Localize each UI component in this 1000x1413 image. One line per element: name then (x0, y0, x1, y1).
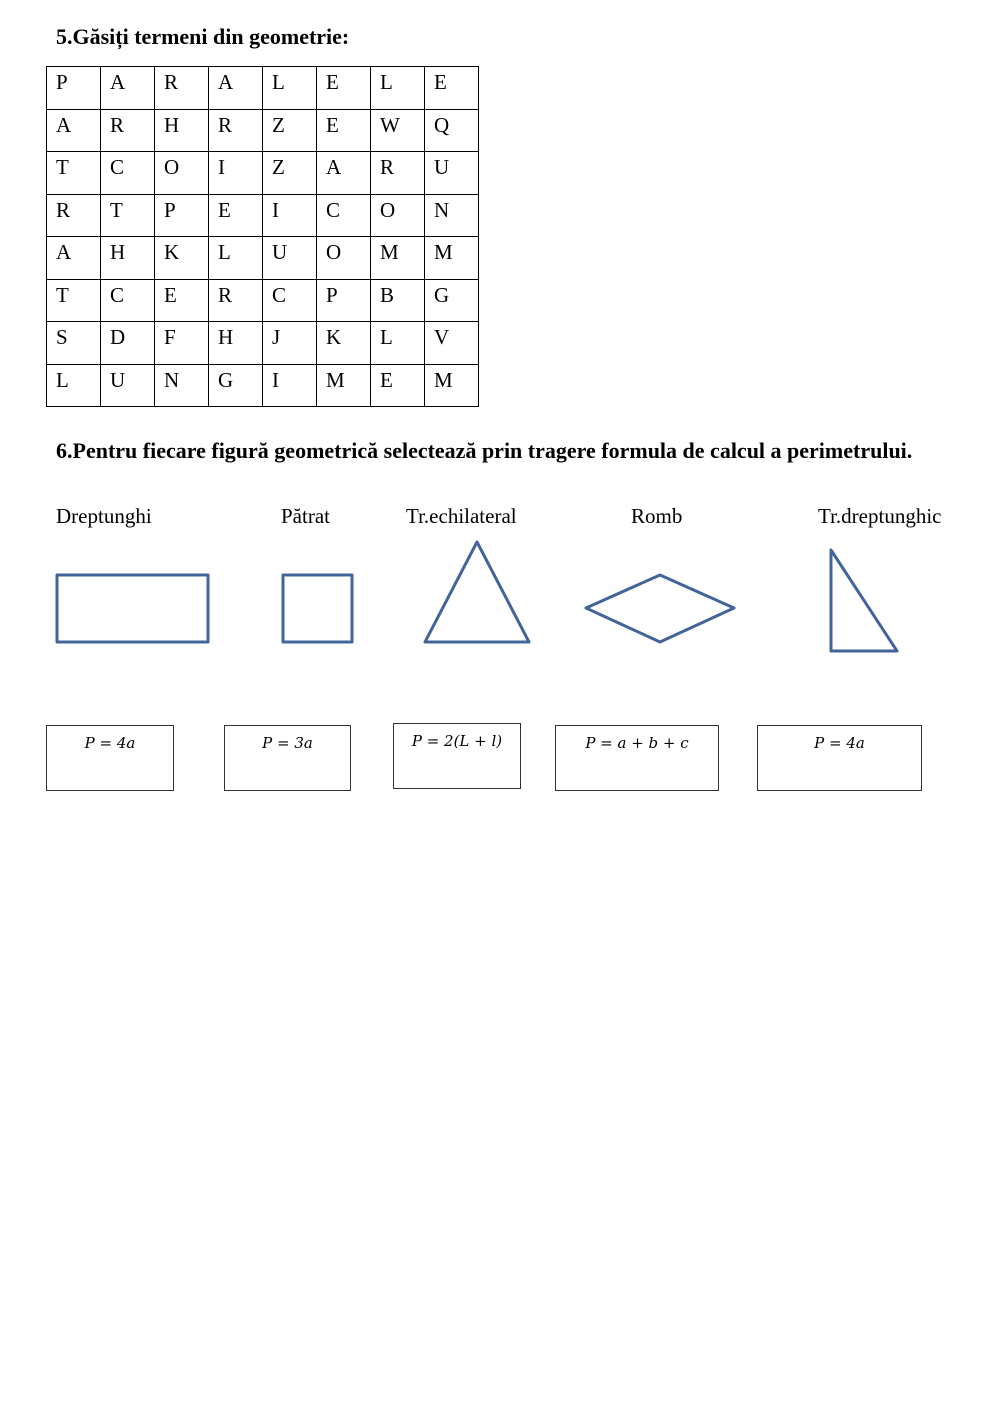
grid-cell[interactable]: M (317, 364, 371, 407)
figure-label-tr-dreptunghic: Tr.dreptunghic (818, 504, 942, 528)
grid-cell[interactable]: Z (263, 109, 317, 152)
grid-row (47, 67, 479, 110)
grid-cell[interactable]: N (425, 194, 479, 237)
grid-cell[interactable]: L (371, 322, 425, 365)
grid-cell[interactable]: A (101, 67, 155, 110)
grid-cell[interactable]: G (425, 279, 479, 322)
grid-cell[interactable]: Q (425, 109, 479, 152)
formula-drop-box[interactable]: P = 4a (757, 725, 922, 791)
exercise-5-title: 5.Găsiți termeni din geometrie: (56, 24, 350, 49)
grid-cell[interactable]: A (47, 109, 101, 152)
grid-cell[interactable]: L (371, 67, 425, 110)
grid-cell[interactable]: L (209, 237, 263, 280)
grid-cell[interactable]: T (47, 152, 101, 195)
right-triangle-icon (831, 550, 897, 651)
grid-row (47, 109, 479, 152)
grid-cell[interactable]: E (371, 364, 425, 407)
grid-cell[interactable]: O (317, 237, 371, 280)
figure-label-tr-echilateral: Tr.echilateral (406, 504, 517, 528)
grid-cell[interactable]: C (101, 152, 155, 195)
grid-cell[interactable]: R (371, 152, 425, 195)
grid-cell[interactable]: T (101, 194, 155, 237)
grid-cell[interactable]: E (317, 67, 371, 110)
equilateral-triangle-icon (425, 542, 529, 642)
grid-cell[interactable]: L (263, 67, 317, 110)
grid-cell[interactable]: M (371, 237, 425, 280)
grid-cell[interactable]: W (371, 109, 425, 152)
grid-cell[interactable]: A (47, 237, 101, 280)
formula-drop-box[interactable]: P = 4a (46, 725, 174, 791)
grid-cell[interactable]: R (101, 109, 155, 152)
grid-cell[interactable]: M (425, 364, 479, 407)
grid-row (47, 322, 479, 365)
grid-cell[interactable]: T (47, 279, 101, 322)
grid-cell[interactable]: A (209, 67, 263, 110)
grid-cell[interactable]: U (425, 152, 479, 195)
grid-cell[interactable]: M (425, 237, 479, 280)
grid-row (47, 279, 479, 322)
grid-cell[interactable]: R (47, 194, 101, 237)
grid-cell[interactable]: E (425, 67, 479, 110)
figure-label-patrat: Pătrat (281, 504, 330, 528)
grid-cell[interactable]: C (263, 279, 317, 322)
grid-cell[interactable]: H (101, 237, 155, 280)
grid-cell[interactable]: I (263, 364, 317, 407)
formula-drop-box[interactable]: P = 2(L + l) (393, 723, 521, 789)
grid-row (47, 237, 479, 280)
grid-cell[interactable]: E (317, 109, 371, 152)
grid-cell[interactable]: N (155, 364, 209, 407)
grid-cell[interactable]: E (155, 279, 209, 322)
grid-cell[interactable]: A (317, 152, 371, 195)
grid-cell[interactable]: R (209, 109, 263, 152)
grid-cell[interactable]: L (47, 364, 101, 407)
grid-cell[interactable]: D (101, 322, 155, 365)
figure-label-dreptunghi: Dreptunghi (56, 504, 152, 528)
grid-cell[interactable]: J (263, 322, 317, 365)
grid-row (47, 152, 479, 195)
square-icon (283, 575, 352, 642)
grid-cell[interactable]: O (155, 152, 209, 195)
grid-cell[interactable]: U (263, 237, 317, 280)
grid-cell[interactable]: P (317, 279, 371, 322)
grid-cell[interactable]: C (101, 279, 155, 322)
grid-cell[interactable]: K (317, 322, 371, 365)
grid-cell[interactable]: F (155, 322, 209, 365)
grid-cell[interactable]: P (155, 194, 209, 237)
grid-cell[interactable]: B (371, 279, 425, 322)
grid-cell[interactable]: Z (263, 152, 317, 195)
formula-drop-box[interactable]: P = 3a (224, 725, 351, 791)
grid-cell[interactable]: S (47, 322, 101, 365)
exercise-6-title: 6.Pentru fiecare figură geometrică selectează prin tragere formula de calcul a perimetrului. (56, 438, 913, 463)
geometric-figures (0, 530, 1000, 670)
rhombus-icon (586, 575, 734, 642)
grid-cell[interactable]: G (209, 364, 263, 407)
grid-cell[interactable]: C (317, 194, 371, 237)
grid-cell[interactable]: P (47, 67, 101, 110)
grid-cell[interactable]: R (155, 67, 209, 110)
grid-cell[interactable]: U (101, 364, 155, 407)
grid-cell[interactable]: E (209, 194, 263, 237)
rectangle-icon (57, 575, 208, 642)
grid-row (47, 364, 479, 407)
word-search-grid (46, 66, 479, 407)
grid-cell[interactable]: H (209, 322, 263, 365)
grid-cell[interactable]: V (425, 322, 479, 365)
grid-cell[interactable]: I (263, 194, 317, 237)
grid-cell[interactable]: R (209, 279, 263, 322)
grid-cell[interactable]: I (209, 152, 263, 195)
grid-cell[interactable]: K (155, 237, 209, 280)
grid-cell[interactable]: H (155, 109, 209, 152)
formula-drop-box[interactable]: P = a + b + c (555, 725, 719, 791)
figure-label-romb: Romb (631, 504, 683, 528)
grid-cell[interactable]: O (371, 194, 425, 237)
grid-row (47, 194, 479, 237)
